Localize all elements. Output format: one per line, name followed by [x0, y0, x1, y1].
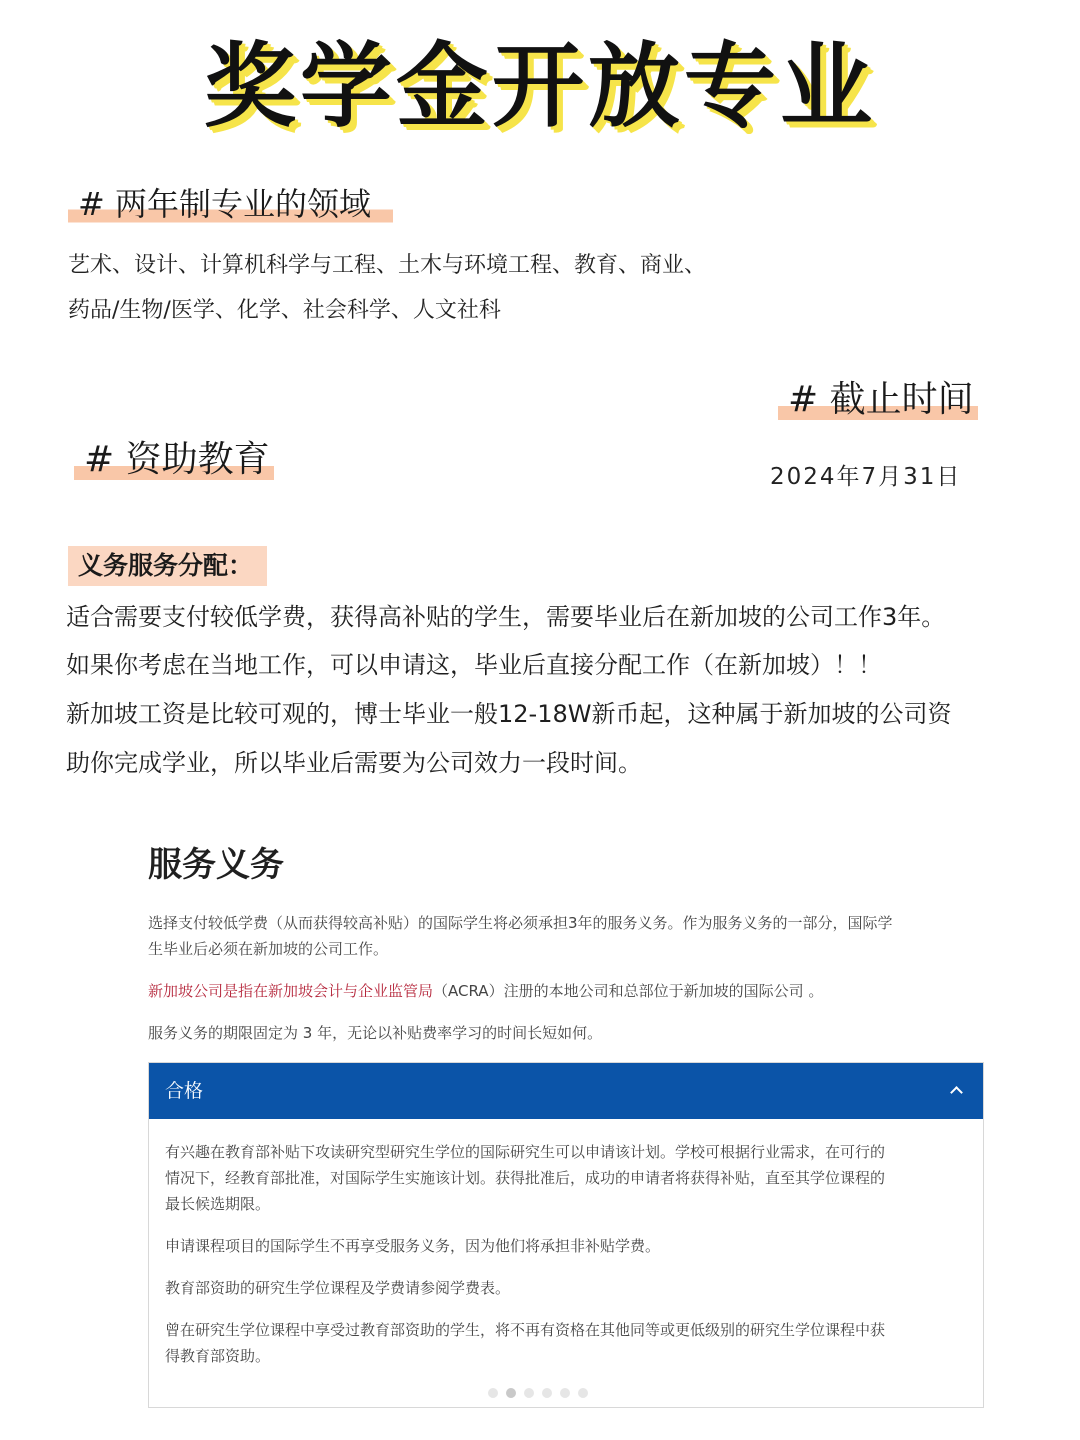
panel-paragraph-2: 申请课程项目的国际学生不再享受服务义务，因为他们将承担非补贴学费。 [165, 1237, 661, 1255]
chevron-up-icon[interactable] [950, 1086, 963, 1099]
deadline-date: 2024年7月31日 [770, 464, 962, 490]
intro-line-1: 选择支付较低学费（从而获得较高补贴）的国际学生将必须承担3年的服务义务。作为服务义务的一部分，国际学 [148, 914, 893, 932]
eligibility-panel-title: 合格 [165, 1080, 204, 1102]
pagination-dot[interactable] [488, 1388, 498, 1398]
panel-paragraph-3: 教育部资助的研究生学位课程及学费请参阅学费表。 [165, 1279, 511, 1297]
pagination-dot[interactable] [542, 1388, 552, 1398]
fields-heading: # 两年制专业的领域 [68, 182, 393, 226]
acra-link[interactable]: 新加坡公司是指在新加坡会计与企业监管局 [148, 982, 434, 1000]
duration-text: 服务义务的期限固定为 3 年，无论以补贴费率学习的时间长短如何。 [148, 1024, 603, 1042]
allocation-line-3: 新加坡工资是比较可观的，博士毕业一般12-18W新币起，这种属于新加坡的公司资 [66, 700, 952, 728]
fields-line-2: 药品/生物/医学、化学、社会科学、人文社科 [68, 298, 501, 323]
acra-rest: （ACRA）注册的本地公司和总部位于新加坡的国际公司 。 [433, 982, 824, 1000]
deadline-heading: # 截止时间 [778, 376, 978, 424]
service-obligation-title: 服务义务 [148, 845, 284, 885]
service-allocation-label: 义务服务分配： [68, 546, 267, 586]
panel-p1-line-2: 情况下，经教育部批准，对国际学生实施该计划。获得批准后，成功的申请者将获得补贴，直至其学位课程的 [165, 1169, 886, 1187]
eligibility-panel-header[interactable] [149, 1063, 983, 1119]
intro-line-2: 生毕业后必须在新加坡的公司工作。 [148, 940, 389, 958]
fields-line-1: 艺术、设计、计算机科学与工程、土木与环境工程、教育、商业、 [68, 253, 707, 278]
allocation-line-2: 如果你考虑在当地工作，可以申请这，毕业后直接分配工作（在新加坡）！！ [66, 651, 882, 679]
panel-p1-line-3: 最长候选期限。 [165, 1195, 271, 1213]
eligibility-panel-body [149, 1119, 983, 1369]
eligibility-panel [148, 1062, 984, 1408]
pagination-dots [488, 1388, 588, 1398]
pagination-dot[interactable] [560, 1388, 570, 1398]
panel-paragraph-4 [165, 1317, 967, 1369]
allocation-line-4: 助你完成学业，所以毕业后需要为公司效力一段时间。 [66, 749, 642, 777]
allocation-line-1: 适合需要支付较低学费，获得高补贴的学生，需要毕业后在新加坡的公司工作3年。 [66, 603, 946, 631]
pagination-dot[interactable] [524, 1388, 534, 1398]
page-title: 奖学金开放专业 [203, 33, 876, 140]
pagination-dot[interactable] [578, 1388, 588, 1398]
panel-paragraph-1 [165, 1139, 967, 1217]
funded-education-heading: # 资助教育 [74, 436, 274, 484]
panel-p1-line-1: 有兴趣在教育部补贴下攻读研究型研究生学位的国际研究生可以申请该计划。学校可根据行业需求，在可行的 [165, 1143, 886, 1161]
acra-statement [148, 978, 823, 1004]
pagination-dot[interactable] [506, 1388, 516, 1398]
panel-p4-line-1: 曾在研究生学位课程中享受过教育部资助的学生，将不再有资格在其他同等或更低级别的研究生学位课程中获 [165, 1321, 886, 1339]
panel-p4-line-2: 得教育部资助。 [165, 1347, 271, 1365]
